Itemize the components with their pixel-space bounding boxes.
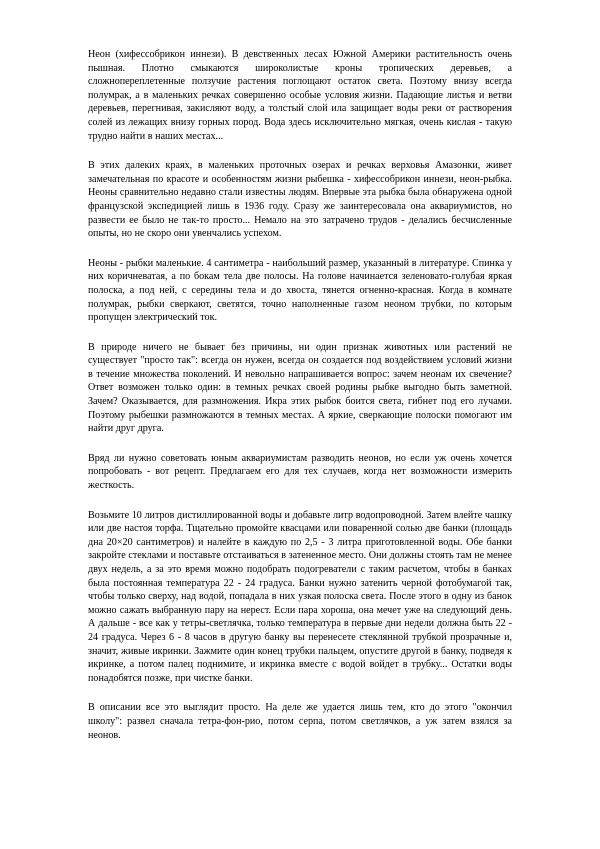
document-body bbox=[88, 48, 512, 742]
paragraph-conclusion: В описании все это выглядит просто. На деле же удается лишь тем, кто до этого "окончил школу": развел сначала тетра-фон-рио, потом серпа, потом светлячков, а уж затем взялся за неонов. bbox=[88, 702, 512, 741]
paragraph-recipe-body: Возьмите 10 литров дистиллированной воды и добавьте литр водопроводной. Затем влейте чашку или две настоя торфа. Тщательно промойте квасцами или поваренной солью две банки (площадь дна 20×20 сантиметров) и налейте в каждую по 2,5 - 3 литра приготовленной воды. Обе банки закройте стеклами и поставьте отстаиваться в затененное место. Они должны стоять там не менее двух недель, а за это время можно подобрать подогреватели с таким расчетом, чтобы в банках была постоянная температура 22 - 24 градуса. Банки нужно затенить черной фотобумагой так, чтобы только сверху, над водой, попадала в них узкая полоска света. После этого в одну из банок можно сажать выбранную пару на нерест. Если пара хороша, она мечет уже на следующий день. А дальше - все как у тетры-светлячка, только температура в первые дни недели должна быть 22 - 24 градуса. Через 6 - 8 часов в другую банку вы перенесете стеклянной трубкой прозрачные и, значит, живые икринки. Зажмите один конец трубки пальцем, опустите другой в банку, подведя к икринке, а потом палец поднимите, и икринка вместе с водой войдет в трубку... Остатки воды понадобятся позже, при чистке банки. bbox=[88, 509, 513, 684]
paragraph-why-glow: В природе ничего не бывает без причины, ни один признак животных или растений не существует "просто так": всегда он нужен, всегда он создается под воздействием условий жизни в течение множества поколений. И невольно напрашивается вопрос: зачем неонам их свечение? Ответ возможен только один: в темных речках своей родины рыбке выгодно быть заметной. Зачем? Оказывается, для размножения. Икра этих рыбок боится света, гибнет под его лучами. Поэтому рыбешки размножаются в темных местах. А яркие, сверкающие полоски помогают им найти друг друга. bbox=[88, 341, 512, 435]
paragraph-recipe-intro: Вряд ли нужно советовать юным аквариумистам разводить неонов, но если уж очень хочется попробовать - вот рецепт. Предлагаем его для тех случаев, когда нет возможности измерить жесткость. bbox=[88, 452, 512, 492]
paragraph-appearance: Неоны - рыбки маленькие. 4 сантиметра - наибольший размер, указанный в литературе. Спинка у них коричневатая, а по бокам тела две полосы. На голове начинается зеленовато-голубая яркая полоска, а под ней, с середины тела и до хвоста, тянется огненно-красная. Когда в комнате полумрак, рыбки сверкают, светятся, точно наполненные газом неоном трубки, по которым пропущен электрический ток. bbox=[88, 257, 512, 324]
paragraph-discovery: В этих далеких краях, в маленьких проточных озерах и речках верховья Амазонки, живет замечательная по красоте и особенностям жизни рыбешка - хифессобрикон иннези, неон-рыбка. Неоны сравнительно недавно стали известны людям. Впервые эта рыбка была обнаружена одной французской экспедицией лишь в 1936 году. Сразу же заинтересовала она аквариумистов, но развести ее было не так-то просто... Немало на это затрачено трудов - делались бесчисленные опыты, но не скоро они увенчались успехом. bbox=[88, 160, 512, 240]
paragraph-intro-forest: Неон (хифессобрикон иннези). В девственных лесах Южной Америки растительность очень пышная. Плотно смыкаются широколистые кроны тропических деревьев, а сложнопереплетенные ползучие растения поглощают остаток света. Поэтому внизу всегда полумрак, а в маленьких речках совершенно особые условия жизни. Падающие листья и ветви деревьев, перегнивая, закисляют воду, а толстый слой ила защищает воды реки от растворения солей из лежащих внизу горных пород. Вода здесь исключительно мягкая, очень кислая - такую трудно найти в наших местах... bbox=[88, 49, 512, 142]
